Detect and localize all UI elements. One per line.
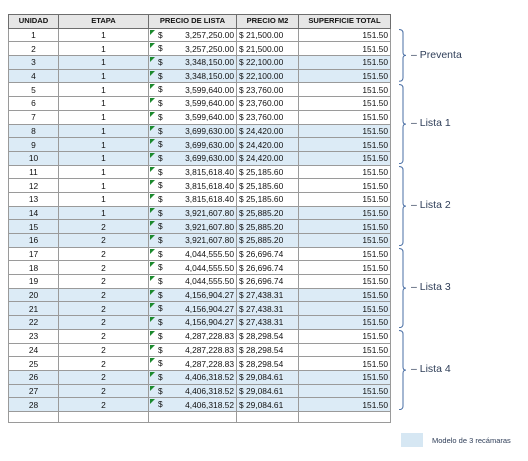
cell-unidad[interactable]: 7	[9, 110, 59, 124]
cell-etapa[interactable]: 2	[59, 329, 149, 343]
header-precio-lista[interactable]: PRECIO DE LISTA	[149, 15, 237, 29]
cell-superficie-total[interactable]: 151.50	[299, 165, 391, 179]
cell-etapa[interactable]: 2	[59, 343, 149, 357]
cell-superficie-total[interactable]: 151.50	[299, 83, 391, 97]
table-row	[9, 343, 391, 357]
currency-symbol: $	[158, 385, 163, 396]
cell-unidad[interactable]: 9	[9, 138, 59, 152]
cell-superficie-total[interactable]: 151.50	[299, 206, 391, 220]
currency-symbol: $	[158, 317, 163, 328]
currency-symbol: $	[158, 221, 163, 232]
cell-precio-m2[interactable]: $ 25,185.60	[237, 192, 299, 206]
group-brace	[398, 29, 407, 82]
currency-symbol: $	[158, 43, 163, 54]
currency-symbol: $	[158, 125, 163, 136]
cell-unidad[interactable]: 23	[9, 329, 59, 343]
currency-symbol: $	[158, 57, 163, 68]
group-label: – Lista 3	[411, 281, 451, 294]
cell-unidad[interactable]: 10	[9, 151, 59, 165]
cell-etapa[interactable]: 2	[59, 357, 149, 371]
cell-precio-lista[interactable]	[149, 247, 237, 261]
currency-symbol: $	[158, 193, 163, 204]
cell-superficie-total[interactable]: 151.50	[299, 370, 391, 384]
cell-precio-lista[interactable]	[149, 398, 237, 412]
price-amount: 4,287,228.83	[185, 344, 234, 355]
cell-superficie-total[interactable]: 151.50	[299, 329, 391, 343]
cell-precio-lista[interactable]	[149, 42, 237, 56]
price-amount: 3,257,250.00	[185, 43, 234, 54]
price-amount: 4,406,318.52	[185, 385, 234, 396]
price-amount: 3,815,618.40	[185, 180, 234, 191]
cell-superficie-total[interactable]: 151.50	[299, 261, 391, 275]
cell-precio-lista[interactable]	[149, 302, 237, 316]
group-brace	[398, 84, 407, 164]
cell-precio-m2[interactable]: $ 26,696.74	[237, 247, 299, 261]
table-row	[9, 302, 391, 316]
group-brace	[398, 330, 407, 410]
cell-precio-m2[interactable]: $ 23,760.00	[237, 97, 299, 111]
cell-precio-lista[interactable]	[149, 124, 237, 138]
table-row	[9, 384, 391, 398]
cell-superficie-total[interactable]: 151.50	[299, 179, 391, 193]
cell-precio-lista[interactable]	[149, 206, 237, 220]
group-label: – Lista 4	[411, 363, 451, 376]
currency-symbol: $	[158, 371, 163, 382]
price-amount: 4,156,904.27	[185, 303, 234, 314]
cell-precio-lista[interactable]	[149, 288, 237, 302]
price-list-table	[8, 14, 391, 423]
cell-unidad[interactable]: 12	[9, 179, 59, 193]
cell-precio-m2[interactable]: $ 26,696.74	[237, 261, 299, 275]
currency-symbol: $	[158, 235, 163, 245]
price-amount: 4,156,904.27	[185, 317, 234, 328]
currency-symbol: $	[158, 111, 163, 122]
cell-unidad[interactable]: 18	[9, 261, 59, 275]
cell-etapa[interactable]: 2	[59, 234, 149, 248]
cell-etapa[interactable]: 2	[59, 384, 149, 398]
table-row	[9, 370, 391, 384]
cell-etapa[interactable]: 1	[59, 28, 149, 42]
cell-etapa[interactable]: 2	[59, 288, 149, 302]
cell-precio-m2[interactable]: $ 27,438.31	[237, 316, 299, 330]
cell-precio-m2[interactable]: $ 22,100.00	[237, 69, 299, 83]
cell-unidad[interactable]: 24	[9, 343, 59, 357]
cell-etapa[interactable]: 1	[59, 42, 149, 56]
currency-symbol: $	[158, 84, 163, 95]
price-amount: 3,599,640.00	[185, 98, 234, 109]
cell-unidad[interactable]: 17	[9, 247, 59, 261]
table-row	[9, 28, 391, 42]
cell-precio-m2[interactable]: $ 23,760.00	[237, 83, 299, 97]
table-body	[9, 28, 391, 422]
cell-precio-lista[interactable]	[149, 275, 237, 289]
price-amount: 4,287,228.83	[185, 358, 234, 369]
empty-cell[interactable]	[9, 411, 59, 422]
cell-etapa[interactable]: 2	[59, 398, 149, 412]
cell-superficie-total[interactable]: 151.50	[299, 151, 391, 165]
cell-precio-lista[interactable]	[149, 384, 237, 398]
cell-precio-lista[interactable]	[149, 343, 237, 357]
cell-etapa[interactable]: 1	[59, 83, 149, 97]
currency-symbol: $	[158, 399, 163, 410]
cell-superficie-total[interactable]: 151.50	[299, 343, 391, 357]
cell-unidad[interactable]: 19	[9, 275, 59, 289]
cell-unidad[interactable]: 25	[9, 357, 59, 371]
group-label: – Preventa	[411, 48, 462, 61]
cell-etapa[interactable]: 2	[59, 370, 149, 384]
table-row	[9, 357, 391, 371]
table-row	[9, 165, 391, 179]
currency-symbol: $	[158, 344, 163, 355]
table-row	[9, 97, 391, 111]
table-row	[9, 192, 391, 206]
cell-precio-lista[interactable]	[149, 234, 237, 248]
price-amount: 4,287,228.83	[185, 331, 234, 342]
price-amount: 3,599,640.00	[185, 84, 234, 95]
price-amount: 3,699,630.00	[185, 125, 234, 136]
cell-precio-m2[interactable]: $ 21,500.00	[237, 28, 299, 42]
currency-symbol: $	[158, 289, 163, 300]
cell-unidad[interactable]: 26	[9, 370, 59, 384]
cell-superficie-total[interactable]: 151.50	[299, 357, 391, 371]
cell-etapa[interactable]: 1	[59, 56, 149, 70]
cell-etapa[interactable]: 2	[59, 302, 149, 316]
cell-unidad[interactable]: 1	[9, 28, 59, 42]
table-row	[9, 316, 391, 330]
cell-etapa[interactable]: 1	[59, 206, 149, 220]
cell-precio-m2[interactable]: $ 25,885.20	[237, 206, 299, 220]
cell-superficie-total[interactable]: 151.50	[299, 69, 391, 83]
cell-etapa[interactable]: 1	[59, 192, 149, 206]
cell-precio-lista[interactable]	[149, 357, 237, 371]
cell-superficie-total[interactable]: 151.50	[299, 138, 391, 152]
cell-precio-lista[interactable]	[149, 97, 237, 111]
price-amount: 3,699,630.00	[185, 153, 234, 164]
currency-symbol: $	[158, 358, 163, 369]
cell-etapa[interactable]: 1	[59, 151, 149, 165]
price-amount: 3,348,150.00	[185, 71, 234, 82]
legend-swatch	[401, 433, 423, 447]
cell-precio-m2[interactable]: $ 29,084.61	[237, 370, 299, 384]
cell-superficie-total[interactable]: 151.50	[299, 42, 391, 56]
cell-precio-m2[interactable]: $ 28,298.54	[237, 329, 299, 343]
group-label: – Lista 1	[411, 117, 451, 129]
cell-etapa[interactable]: 1	[59, 179, 149, 193]
cell-precio-lista[interactable]	[149, 83, 237, 97]
currency-symbol: $	[158, 248, 163, 259]
cell-unidad[interactable]: 28	[9, 398, 59, 412]
cell-precio-lista[interactable]	[149, 69, 237, 83]
table-row	[9, 83, 391, 97]
table-row	[9, 398, 391, 412]
cell-superficie-total[interactable]: 151.50	[299, 316, 391, 330]
currency-symbol: $	[158, 139, 163, 150]
price-amount: 4,044,555.50	[185, 249, 234, 260]
cell-etapa[interactable]: 1	[59, 97, 149, 111]
table-row	[9, 124, 391, 138]
price-amount: 3,699,630.00	[185, 139, 234, 150]
cell-superficie-total[interactable]: 151.50	[299, 247, 391, 261]
empty-cell[interactable]	[59, 411, 149, 422]
cell-superficie-total[interactable]: 151.50	[299, 192, 391, 206]
cell-superficie-total[interactable]: 151.50	[299, 398, 391, 412]
table-row	[9, 261, 391, 275]
cell-precio-m2[interactable]: $ 25,185.60	[237, 165, 299, 179]
cell-unidad[interactable]: 11	[9, 165, 59, 179]
cell-etapa[interactable]: 1	[59, 69, 149, 83]
price-amount: 4,156,904.27	[185, 290, 234, 301]
price-amount: 3,815,618.40	[185, 194, 234, 205]
table-row	[9, 110, 391, 124]
price-amount: 3,921,607.80	[185, 207, 234, 218]
cell-unidad[interactable]: 15	[9, 220, 59, 234]
currency-symbol: $	[158, 180, 163, 191]
price-amount: 3,599,640.00	[185, 112, 234, 123]
cell-unidad[interactable]: 4	[9, 69, 59, 83]
header-unidad[interactable]: UNIDAD	[9, 15, 59, 29]
cell-precio-m2[interactable]: $ 28,298.54	[237, 343, 299, 357]
currency-symbol: $	[158, 70, 163, 81]
cell-superficie-total[interactable]: 151.50	[299, 302, 391, 316]
cell-unidad[interactable]: 21	[9, 302, 59, 316]
currency-symbol: $	[158, 166, 163, 177]
cell-precio-m2[interactable]: $ 24,420.00	[237, 151, 299, 165]
price-amount: 3,921,607.80	[185, 235, 234, 246]
cell-precio-lista[interactable]	[149, 138, 237, 152]
cell-precio-m2[interactable]: $ 22,100.00	[237, 56, 299, 70]
price-amount: 4,044,555.50	[185, 262, 234, 273]
price-amount: 4,044,555.50	[185, 276, 234, 287]
cell-unidad[interactable]: 6	[9, 97, 59, 111]
cell-precio-m2[interactable]: $ 23,760.00	[237, 110, 299, 124]
cell-precio-lista[interactable]	[149, 56, 237, 70]
cell-superficie-total[interactable]: 151.50	[299, 110, 391, 124]
table-row	[9, 138, 391, 152]
currency-symbol: $	[158, 330, 163, 341]
table-row	[9, 275, 391, 289]
cell-precio-m2[interactable]: $ 27,438.31	[237, 302, 299, 316]
cell-superficie-total[interactable]: 151.50	[299, 288, 391, 302]
cell-precio-m2[interactable]: $ 29,084.61	[237, 384, 299, 398]
cell-etapa[interactable]: 2	[59, 261, 149, 275]
currency-symbol: $	[158, 98, 163, 109]
cell-precio-lista[interactable]	[149, 261, 237, 275]
currency-symbol: $	[158, 276, 163, 287]
table-row	[9, 42, 391, 56]
currency-symbol: $	[158, 152, 163, 163]
table-row	[9, 151, 391, 165]
cell-precio-m2[interactable]: $ 28,298.54	[237, 357, 299, 371]
empty-row	[9, 411, 391, 422]
cell-precio-lista[interactable]	[149, 329, 237, 343]
cell-etapa[interactable]: 1	[59, 124, 149, 138]
currency-symbol: $	[158, 207, 163, 218]
table-row	[9, 329, 391, 343]
cell-precio-m2[interactable]: $ 25,885.20	[237, 220, 299, 234]
cell-precio-m2[interactable]: $ 25,885.20	[237, 234, 299, 248]
header-precio-m2[interactable]: PRECIO M2	[237, 15, 299, 29]
cell-superficie-total[interactable]: 151.50	[299, 234, 391, 248]
cell-superficie-total[interactable]: 151.50	[299, 97, 391, 111]
header-etapa[interactable]: ETAPA	[59, 15, 149, 29]
cell-precio-m2[interactable]: $ 25,185.60	[237, 179, 299, 193]
cell-etapa[interactable]: 1	[59, 110, 149, 124]
cell-precio-m2[interactable]: $ 21,500.00	[237, 42, 299, 56]
cell-unidad[interactable]: 2	[9, 42, 59, 56]
cell-unidad[interactable]: 16	[9, 234, 59, 248]
cell-unidad[interactable]: 20	[9, 288, 59, 302]
table-row	[9, 234, 391, 248]
cell-superficie-total[interactable]: 151.50	[299, 384, 391, 398]
cell-unidad[interactable]: 22	[9, 316, 59, 330]
cell-unidad[interactable]: 27	[9, 384, 59, 398]
cell-etapa[interactable]: 2	[59, 220, 149, 234]
cell-unidad[interactable]: 14	[9, 206, 59, 220]
empty-cell[interactable]	[299, 411, 391, 422]
legend-label: Modelo de 3 recámaras	[432, 436, 511, 445]
table-row	[9, 247, 391, 261]
cell-superficie-total[interactable]: 151.50	[299, 56, 391, 70]
table-row	[9, 179, 391, 193]
cell-etapa[interactable]: 2	[59, 275, 149, 289]
currency-symbol: $	[158, 262, 163, 273]
currency-symbol: $	[158, 29, 163, 40]
table-row	[9, 69, 391, 83]
price-amount: 3,815,618.40	[185, 166, 234, 177]
cell-etapa[interactable]: 1	[59, 138, 149, 152]
cell-etapa[interactable]: 2	[59, 316, 149, 330]
group-brace	[398, 248, 407, 328]
cell-precio-lista[interactable]	[149, 316, 237, 330]
cell-superficie-total[interactable]: 151.50	[299, 28, 391, 42]
cell-precio-lista[interactable]	[149, 165, 237, 179]
header-superficie-total[interactable]: SUPERFICIE TOTAL	[299, 15, 391, 29]
price-amount: 3,257,250.00	[185, 30, 234, 41]
cell-etapa[interactable]: 1	[59, 165, 149, 179]
cell-precio-m2[interactable]: $ 29,084.61	[237, 398, 299, 412]
group-brace	[398, 166, 407, 246]
cell-unidad[interactable]: 13	[9, 192, 59, 206]
cell-etapa[interactable]: 2	[59, 247, 149, 261]
cell-precio-lista[interactable]	[149, 151, 237, 165]
cell-precio-lista[interactable]	[149, 192, 237, 206]
cell-unidad[interactable]: 3	[9, 56, 59, 70]
cell-unidad[interactable]: 5	[9, 83, 59, 97]
cell-precio-m2[interactable]: $ 24,420.00	[237, 124, 299, 138]
group-label: – Lista 2	[411, 199, 451, 212]
price-amount: 4,406,318.52	[185, 372, 234, 383]
cell-precio-lista[interactable]	[149, 370, 237, 384]
cell-unidad[interactable]: 8	[9, 124, 59, 138]
price-amount: 3,348,150.00	[185, 57, 234, 68]
cell-precio-lista[interactable]	[149, 220, 237, 234]
empty-cell[interactable]	[149, 411, 237, 422]
cell-precio-lista[interactable]	[149, 28, 237, 42]
cell-superficie-total[interactable]: 151.50	[299, 220, 391, 234]
table-row	[9, 220, 391, 234]
table-row	[9, 288, 391, 302]
cell-precio-m2[interactable]: $ 24,420.00	[237, 138, 299, 152]
price-amount: 4,406,318.52	[185, 399, 234, 410]
cell-precio-lista[interactable]	[149, 179, 237, 193]
currency-symbol: $	[158, 303, 163, 314]
cell-precio-lista[interactable]	[149, 110, 237, 124]
header-row	[9, 15, 391, 29]
table-row	[9, 206, 391, 220]
cell-precio-m2[interactable]: $ 27,438.31	[237, 288, 299, 302]
cell-superficie-total[interactable]: 151.50	[299, 275, 391, 289]
empty-cell[interactable]	[237, 411, 299, 422]
cell-precio-m2[interactable]: $ 26,696.74	[237, 275, 299, 289]
price-amount: 3,921,607.80	[185, 221, 234, 232]
table-row	[9, 56, 391, 70]
cell-superficie-total[interactable]: 151.50	[299, 124, 391, 138]
